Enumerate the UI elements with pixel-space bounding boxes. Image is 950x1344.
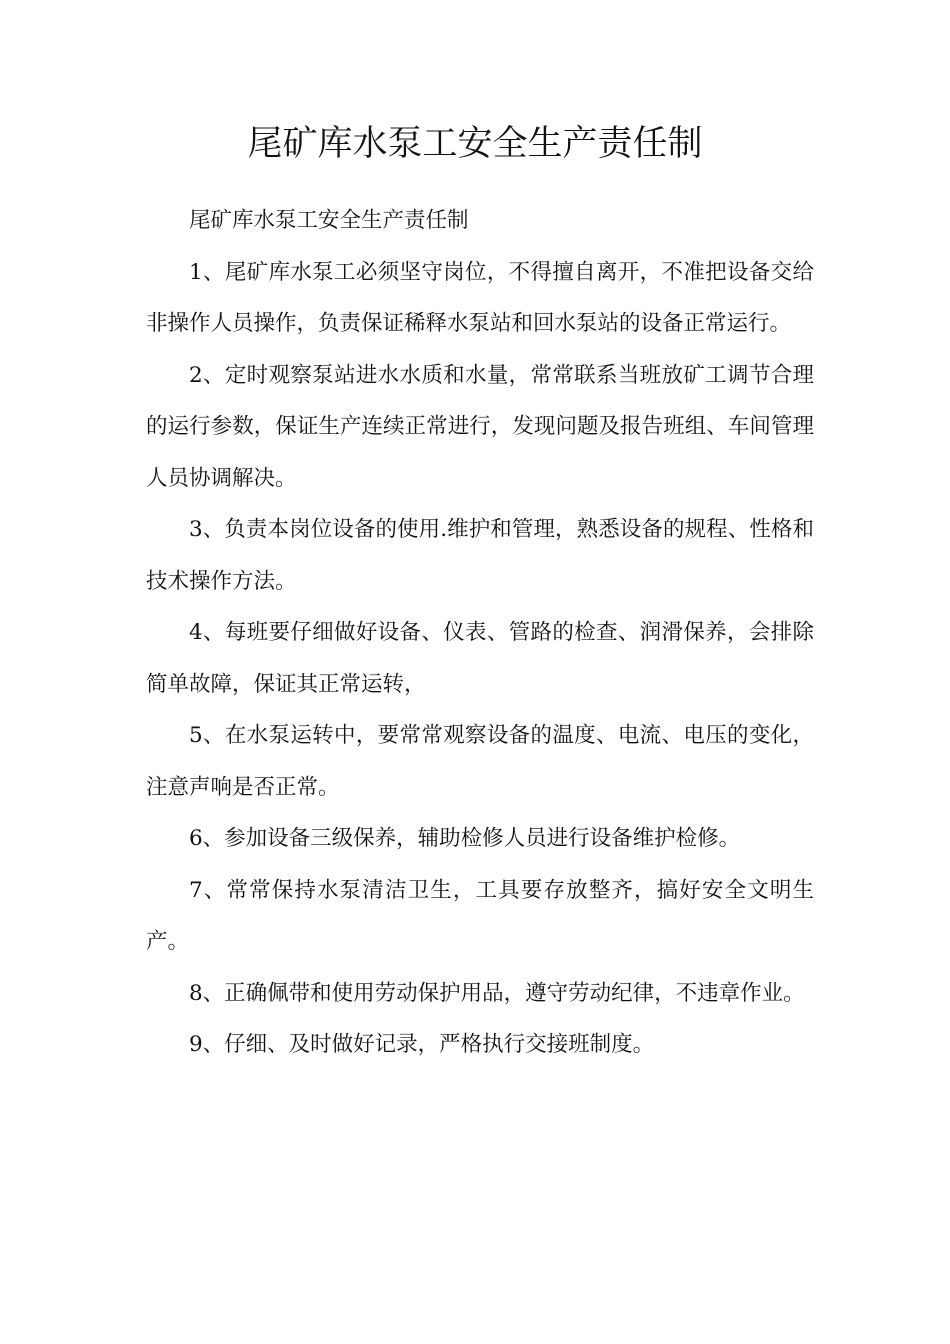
paragraph-item-2: 2、定时观察泵站进水水质和水量，常常联系当班放矿工调节合理的运行参数，保证生产连续正常进行，发现问题及报告班组、车间管理人员协调解决。 <box>146 362 814 491</box>
paragraph-item-7: 7、常常保持水泵清洁卫生，工具要存放整齐，搞好安全文明生产。 <box>146 877 814 954</box>
paragraph-item-6: 6、参加设备三级保养，辅助检修人员进行设备维护检修。 <box>189 826 741 851</box>
paragraph-item-4: 4、每班要仔细做好设备、仪表、管路的检查、润滑保养，会排除简单故障，保证其正常运转， <box>146 620 814 697</box>
paragraph-item-8: 8、正确佩带和使用劳动保护用品，遵守劳动纪律，不违章作业。 <box>189 980 805 1006</box>
document-body <box>146 195 814 1071</box>
paragraph-heading: 尾矿库水泵工安全生产责任制 <box>189 208 469 233</box>
document-title: 尾矿库水泵工安全生产责任制 <box>247 124 703 164</box>
paragraph-item-3: 3、负责本岗位设备的使用.维护和管理，熟悉设备的规程、性格和技术操作方法。 <box>146 517 814 594</box>
paragraph-item-5: 5、在水泵运转中，要常常观察设备的温度、电流、电压的变化，注意声响是否正常。 <box>146 723 814 800</box>
paragraph-item-9: 9、仔细、及时做好记录，严格执行交接班制度。 <box>189 1032 655 1057</box>
paragraph-item-1: 1、尾矿库水泵工必须坚守岗位，不得擅自离开，不准把设备交给非操作人员操作，负责保证稀释水泵站和回水泵站的设备正常运行。 <box>146 259 814 336</box>
